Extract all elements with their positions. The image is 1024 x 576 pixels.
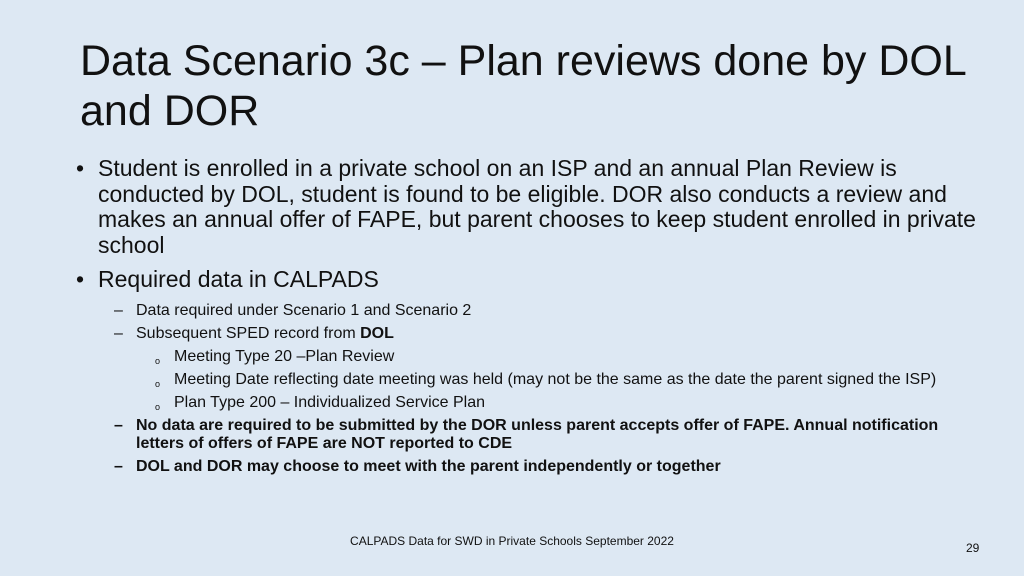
circle-marker: o <box>155 355 161 366</box>
sub-sub-bullet-text: Plan Type 200 – Individualized Service Plan <box>174 393 486 411</box>
bullet-item <box>76 156 976 258</box>
dash-marker: – <box>114 457 123 475</box>
circle-marker: o <box>155 378 161 389</box>
sub-bullet-item <box>76 417 976 453</box>
bullet-item <box>76 267 976 293</box>
slide-footer: CALPADS Data for SWD in Private Schools September 2022 <box>350 534 674 548</box>
dash-marker: – <box>114 416 123 434</box>
slide-body <box>76 156 976 481</box>
bullet-text: Student is enrolled in a private school on an ISP and an annual Plan Review is conducted by DOL, student is found to be eligible. DOR also conducts a review and makes an annual offer of FAPE, but parent chooses to keep student enrolled in private school <box>98 155 976 258</box>
sub-sub-bullet-item <box>76 348 976 366</box>
sub-bullet-text: Data required under Scenario 1 and Scenario 2 <box>136 301 472 319</box>
circle-marker: o <box>155 401 161 412</box>
slide-title: Data Scenario 3c – Plan reviews done by DOL and DOR <box>80 37 966 135</box>
sub-bullet-text: DOL and DOR may choose to meet with the parent independently or together <box>136 457 721 475</box>
sub-bullet-item <box>76 302 976 320</box>
sub-sub-bullet-text: Meeting Type 20 –Plan Review <box>174 347 395 365</box>
dash-marker: – <box>114 324 123 342</box>
page-number: 29 <box>966 541 980 555</box>
bullet-text: Required data in CALPADS <box>98 266 379 292</box>
sub-sub-bullet-text: Meeting Date reflecting date meeting was held (may not be the same as the date the parent signed the ISP) <box>174 370 937 388</box>
dash-marker: – <box>114 301 123 319</box>
sub-sub-bullet-item <box>76 394 976 412</box>
bullet-marker: • <box>76 155 85 181</box>
sub-bullet-item <box>76 325 976 343</box>
sub-bullet-text: No data are required to be submitted by the DOR unless parent accepts offer of FAPE. Annual notification letters of offers of FAPE are NOT reported to CDE <box>136 416 939 452</box>
sub-bullet-bold-text: DOL <box>360 324 394 342</box>
sub-bullet-text: Subsequent SPED record from <box>136 324 361 342</box>
sub-bullet-item <box>76 458 976 476</box>
bullet-marker: • <box>76 266 85 292</box>
sub-sub-bullet-item <box>76 371 976 389</box>
